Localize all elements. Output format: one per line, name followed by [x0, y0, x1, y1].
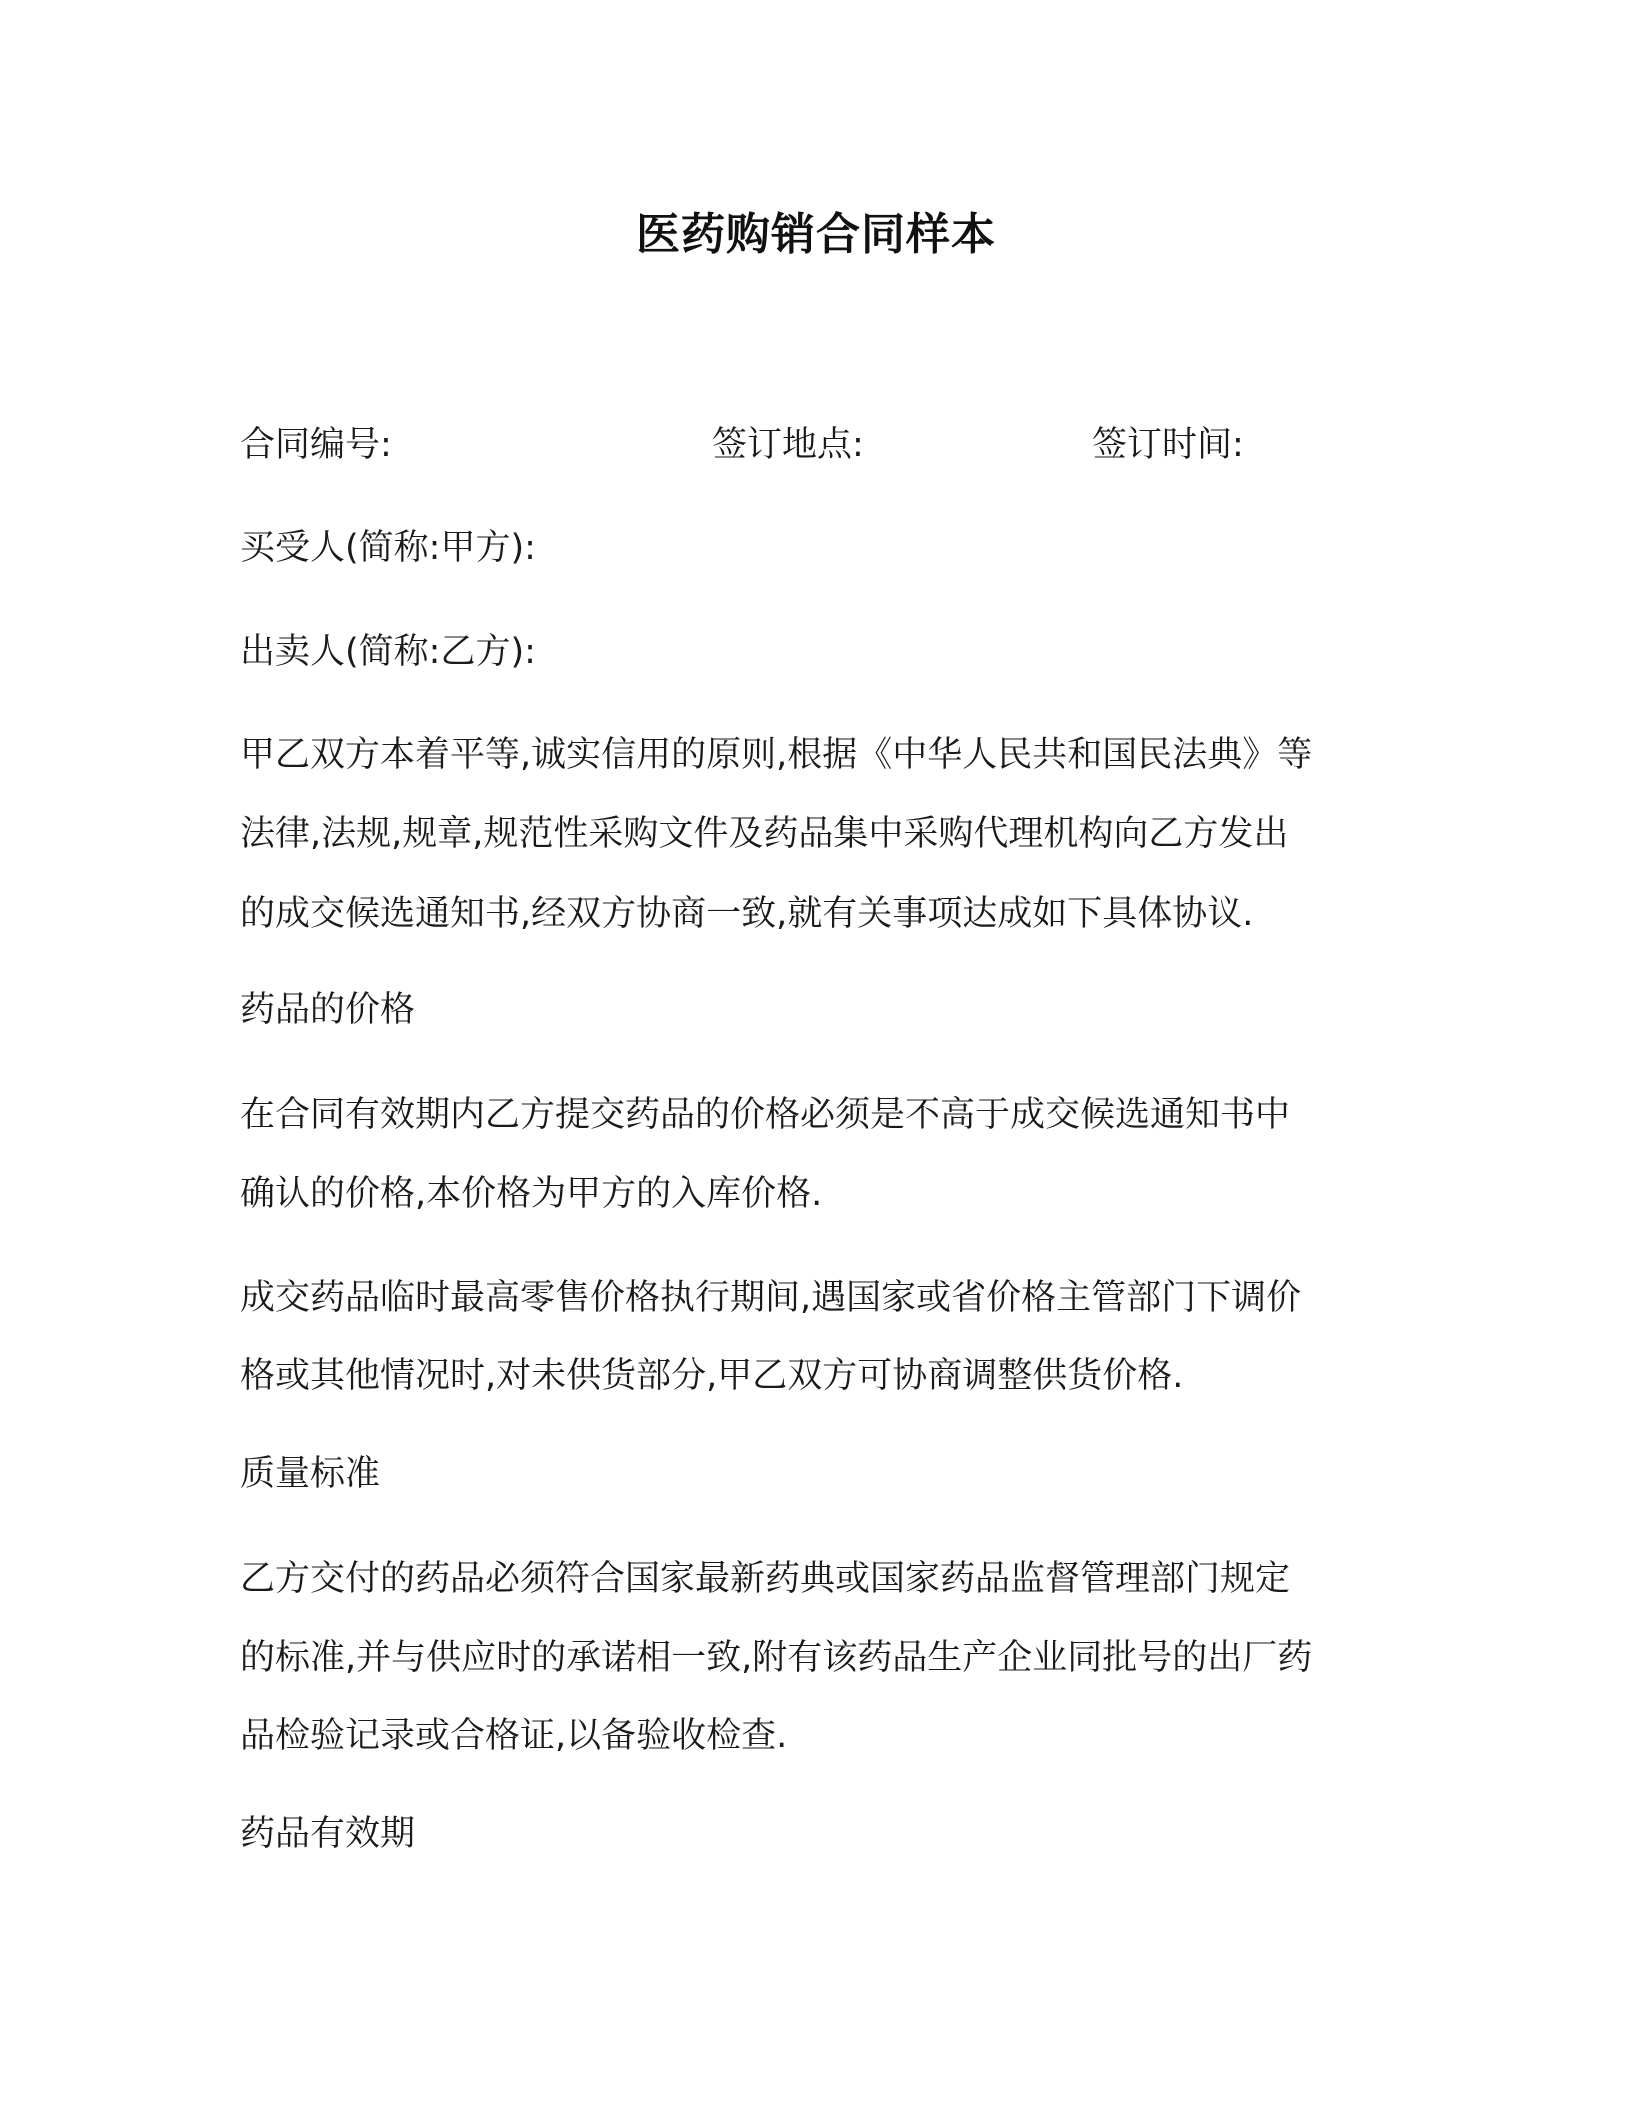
quality-paragraph-line: 的标准,并与供应时的承诺相一致,附有该药品生产企业同批号的出厂药 — [240, 1638, 1313, 1678]
seller-label: 出卖人(简称:乙方): — [240, 632, 536, 672]
price-paragraph-2-line: 格或其他情况时,对未供货部分,甲乙双方可协商调整供货价格. — [240, 1356, 1184, 1396]
sign-place-label: 签订地点: — [712, 425, 864, 465]
contract-number-label: 合同编号: — [240, 425, 392, 465]
document-title: 医药购销合同样本 — [636, 209, 996, 260]
price-paragraph-1-line: 确认的价格,本价格为甲方的入库价格. — [240, 1174, 823, 1214]
intro-line: 甲乙双方本着平等,诚实信用的原则,根据《中华人民共和国民法典》等 — [240, 735, 1313, 775]
section-heading-quality: 质量标准 — [240, 1454, 381, 1494]
intro-line: 的成交候选通知书,经双方协商一致,就有关事项达成如下具体协议. — [240, 894, 1254, 934]
buyer-label: 买受人(简称:甲方): — [240, 528, 536, 568]
price-paragraph-1-line: 在合同有效期内乙方提交药品的价格必须是不高于成交候选通知书中 — [240, 1095, 1291, 1135]
quality-paragraph-line: 乙方交付的药品必须符合国家最新药典或国家药品监督管理部门规定 — [240, 1559, 1291, 1599]
section-heading-validity: 药品有效期 — [240, 1814, 416, 1854]
quality-paragraph-line: 品检验记录或合格证,以备验收检查. — [240, 1716, 788, 1756]
sign-time-label: 签订时间: — [1092, 425, 1244, 465]
intro-line: 法律,法规,规章,规范性采购文件及药品集中采购代理机构向乙方发出 — [240, 814, 1289, 854]
price-paragraph-2-line: 成交药品临时最高零售价格执行期间,遇国家或省价格主管部门下调价 — [240, 1278, 1302, 1318]
section-heading-price: 药品的价格 — [240, 990, 416, 1030]
